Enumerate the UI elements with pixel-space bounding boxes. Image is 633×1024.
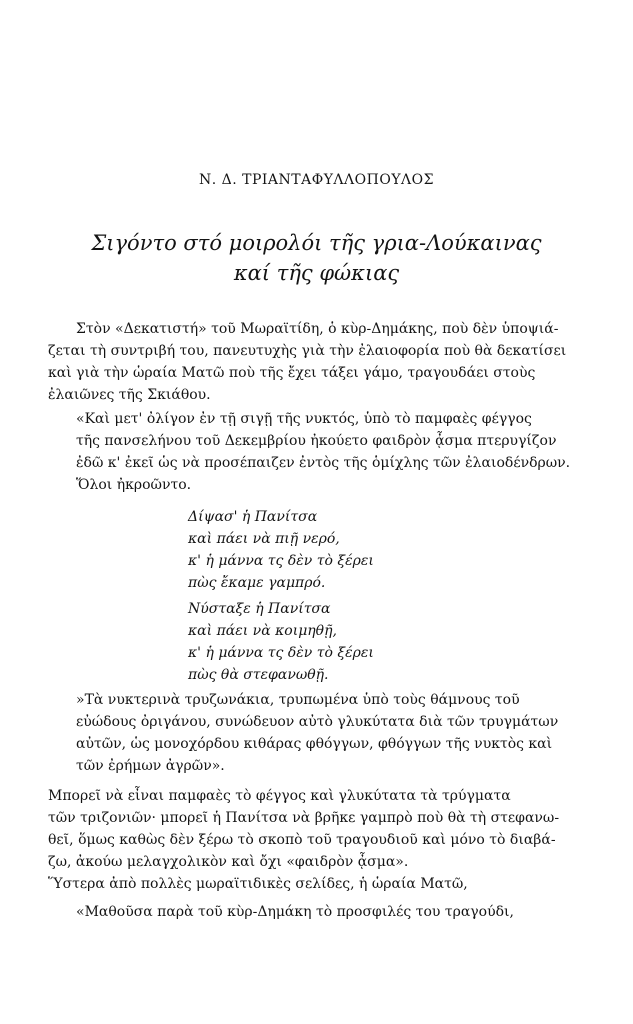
author-name: Ν. Δ. ΤΡΙΑΝΤΑΦΥΛΛΟΠΟΥΛΟΣ [198,172,435,188]
text-line: »Τὰ νυκτερινὰ τρυζωνάκια, τρυπωμένα ὑπὸ τοὺς θάμνους τοῦ [76,692,520,708]
verse-line: κ' ἡ μάννα τς δὲν τὸ ξέρει [188,645,374,661]
paragraph-2 [48,785,588,895]
verse-line: Δίψασ' ἡ Πανίτσα [188,509,318,525]
verse-line: καὶ πάει νὰ κοιμηθῇ, [188,623,337,639]
text-line: ζω, ἀκούω μελαγχολικὸν καὶ ὄχι «φαιδρὸν ᾆσμα». [48,854,409,870]
text-line: Ὅλοι ἠκροῶντο. [76,477,192,493]
text-line: καὶ γιὰ τὴν ὡραία Ματῶ ποὺ τῆς ἔχει τάξει γάμο, τραγουδάει στοὺς [48,365,536,381]
text-line: Ὕστερα ἀπὸ πολλὲς μωραϊτιδικὲς σελίδες, ἡ ὡραία Ματῶ, [48,876,468,892]
verse-line: κ' ἡ μάννα τς δὲν τὸ ξέρει [188,553,374,569]
verse-line: Νύσταξε ἡ Πανίτσα [188,601,331,617]
text-line: ἐδῶ κ' ἐκεῖ ὡς νὰ προσέπαιζεν ἐντὸς τῆς ὁμίχλης τῶν ἐλαιοδένδρων. [76,455,571,471]
text-line: εὐώδους ὀριγάνου, συνώδευον αὐτὸ γλυκύτατα διὰ τῶν τρυγμάτων [76,714,559,730]
quote-paragraph-2 [48,689,588,777]
verse-line: καὶ πάει νὰ πιῇ νερό, [188,531,340,547]
title-line-1: Σιγόντο στό μοιρολόι τῆς γρια-Λούκαινας [91,231,542,255]
text-line: αὐτῶν, ὡς μονοχόρδου κιθάρας φθόγγων, φθόγγων τῆς νυκτὸς καὶ [76,736,553,752]
title-line-2: καί τῆς φώκιας [233,261,400,285]
poem-stanza-1 [188,506,374,594]
quote-paragraph-3 [48,901,588,923]
paragraph-1 [48,318,588,406]
text-line: θεῖ, ὅμως καθὼς δὲν ξέρω τὸ σκοπὸ τοῦ τραγουδιοῦ καὶ μόνο τὸ διαβά- [48,832,556,848]
verse-line: πὼς ἔκαμε γαμπρό. [188,575,326,591]
poem-stanza-2 [188,598,374,686]
text-line: «Μαθοῦσα παρὰ τοῦ κὺρ-Δημάκη τὸ προσφιλές του τραγούδι, [76,904,514,920]
text-line: ἐλαιῶνες τῆς Σκιάθου. [48,387,211,403]
text-line: Στὸν «Δεκατιστή» τοῦ Μωραϊτίδη, ὁ κὺρ-Δημάκης, ποὺ δὲν ὑποψιά- [76,321,559,337]
text-line: ζεται τὴ συντριβή του, πανευτυχὴς γιὰ τὴν ἐλαιοφορία ποὺ θὰ δεκατίσει [48,343,567,359]
quote-paragraph-1 [48,408,588,496]
text-line: τῶν τριζονιῶν· μπορεῖ ἡ Πανίτσα νὰ βρῆκε γαμπρὸ ποὺ θὰ τὴ στεφανω- [48,810,560,826]
text-line: τῶν ἐρήμων ἀγρῶν». [76,758,225,774]
text-line: τῆς πανσελήνου τοῦ Δεκεμβρίου ἠκούετο φαιδρὸν ᾆσμα πτερυγίζον [76,433,557,449]
text-line: «Καὶ μετ' ὀλίγον ἐν τῇ σιγῇ τῆς νυκτός, ὑπὸ τὸ παμφαὲς φέγγος [76,411,532,427]
verse-line: πὼς θὰ στεφανωθῇ. [188,667,329,683]
text-line: Μπορεῖ νὰ εἶναι παμφαὲς τὸ φέγγος καὶ γλυκύτατα τὰ τρύγματα [48,788,511,804]
essay-title [0,228,633,288]
